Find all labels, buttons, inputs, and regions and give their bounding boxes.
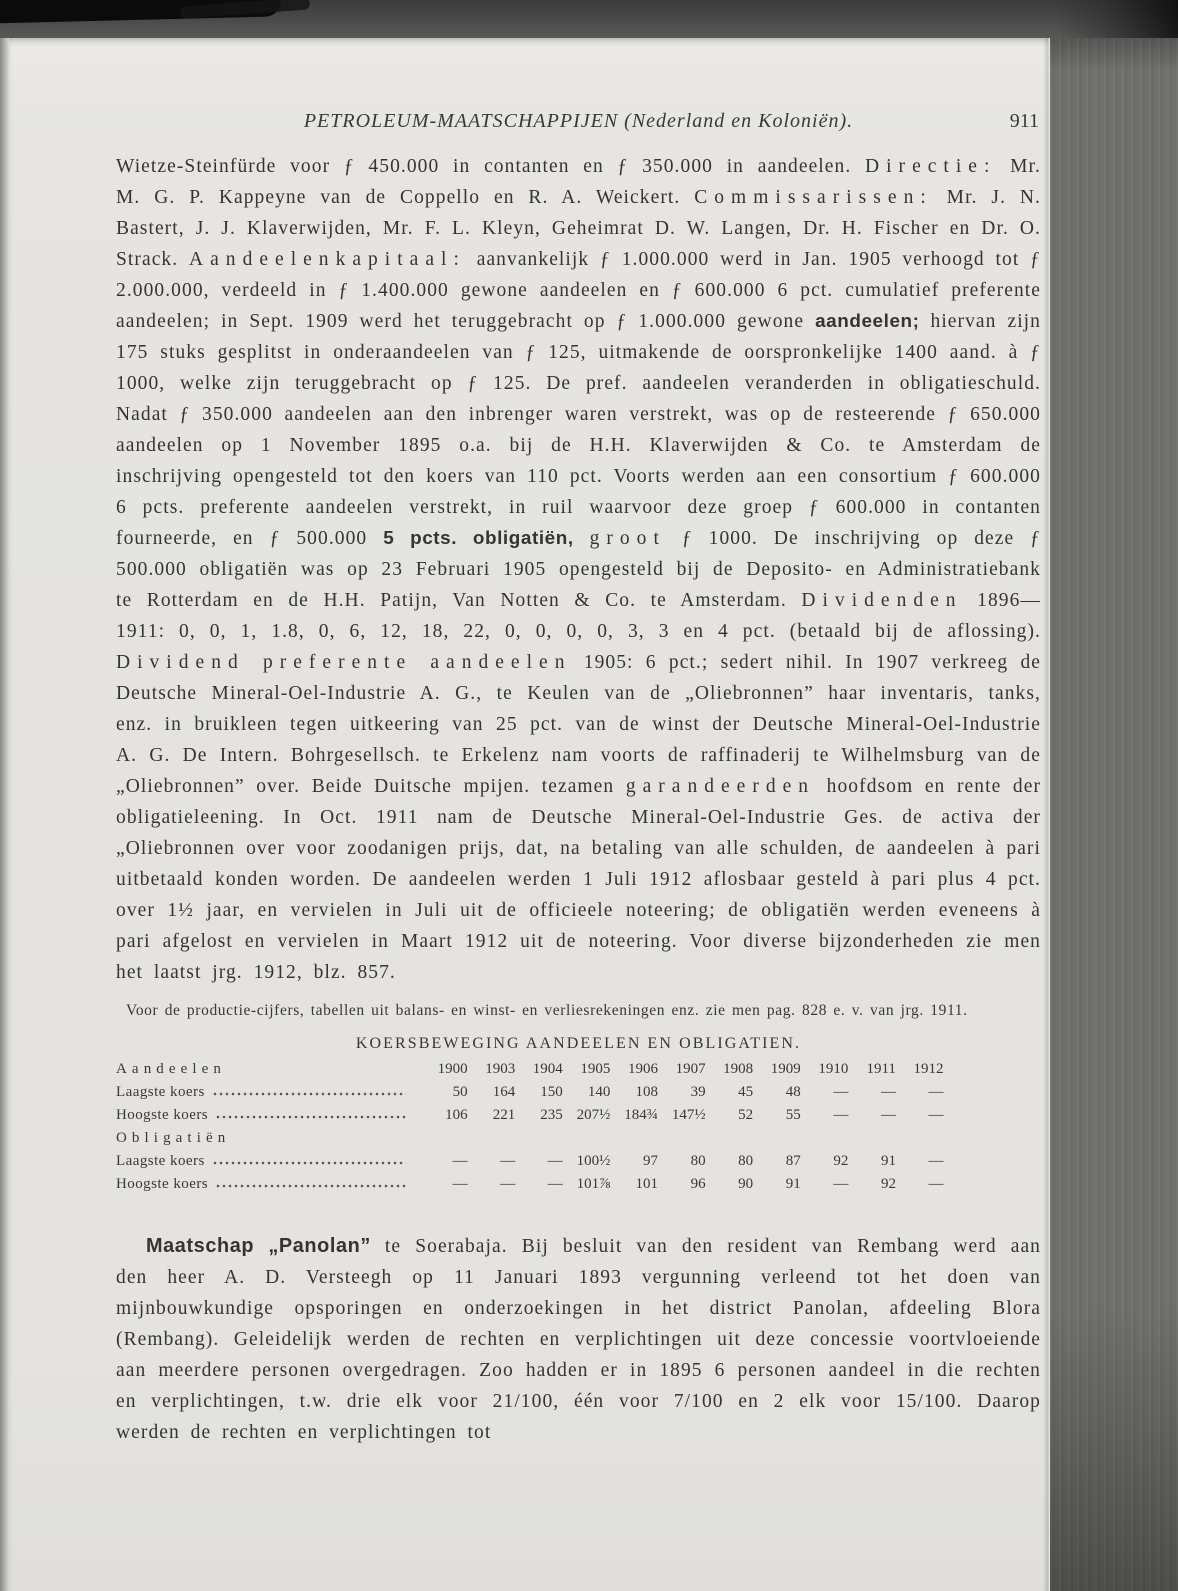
dot-leader bbox=[216, 1109, 406, 1121]
table-cell: 48 bbox=[785, 1084, 801, 1100]
table-cell: 55 bbox=[785, 1107, 801, 1123]
page-left-edge bbox=[0, 30, 9, 1591]
row-label: Laagste koers bbox=[116, 1153, 205, 1169]
table-row bbox=[116, 1153, 1041, 1176]
table-cell: — bbox=[452, 1176, 468, 1192]
table-cell: 235 bbox=[540, 1107, 563, 1123]
table-cell: 1908 bbox=[723, 1061, 754, 1077]
dot-leader bbox=[213, 1155, 406, 1167]
table-cell: 45 bbox=[738, 1084, 754, 1100]
row-label: Hoogste koers bbox=[116, 1107, 209, 1123]
dot-leader bbox=[213, 1086, 406, 1098]
table-cell: 1909 bbox=[770, 1061, 801, 1077]
row-label: Laagste koers bbox=[116, 1084, 205, 1100]
leader-spacer bbox=[234, 1063, 406, 1075]
scan-corner-shadow bbox=[1028, 0, 1178, 38]
table-cell: 52 bbox=[738, 1107, 754, 1123]
text-segment-spaced: Commissarissen: bbox=[694, 187, 933, 208]
row-label: Hoogste koers bbox=[116, 1176, 209, 1192]
dot-leader bbox=[216, 1178, 406, 1190]
table-cell: — bbox=[880, 1107, 896, 1123]
text-segment-spaced: Directie: bbox=[865, 156, 997, 177]
text-segment-normal: hoofdsom en rente der obligatieleening. In Oct. 1911 nam de Deutsche Mineral-Oel-Industrie Ges. de activa der „Oliebronnen over voor zoodanigen prijs, dat, na betaling van alle schulden, de aandeelen à pari uitbetaald konden worden. De aandeelen werden 1 Juli 1912 aflosbaar gesteld à pari plus 4 pct. over 1½ jaar, en vervielen in Juli uit de officieele noteering; de obligatiën werden eveneens à pari afgelost en vervielen in Maart 1912 uit de noteering. Voor diverse bijzonderheden zie men het laatst jrg. 1912, blz. 857. bbox=[116, 776, 1042, 983]
table-cell: — bbox=[928, 1153, 944, 1169]
table-cell: 92 bbox=[880, 1176, 896, 1192]
table-row bbox=[116, 1084, 1041, 1107]
table-cell: — bbox=[928, 1176, 944, 1192]
table-cell: 80 bbox=[738, 1153, 754, 1169]
table-cell: 101⅞ bbox=[576, 1176, 611, 1192]
table-cell: 221 bbox=[492, 1107, 516, 1123]
text-segment-normal: Mr. J. N. Bastert, J. J. Klaverwijden, Mr. F. L. Kleyn, Geheimrat D. W. Langen, Dr. H. Fischer en Dr. O. Strack. bbox=[116, 187, 1041, 270]
text-segment-bold: Maatschap „Panolan” bbox=[146, 1235, 371, 1257]
text-segment-normal: hiervan zijn 175 stuks gesplitst in onderaandeelen van ƒ 125, uitmakende de oorspronkelijke 1400 aand. à ƒ 1000, welke zijn teruggebracht op ƒ 125. De pref. aandeelen veranderden in obligatieschuld. Nadat ƒ 350.000 aandeelen aan den inbrenger waren verstrekt, was op de resteerende ƒ 650.000 aandeelen op 1 November 1895 o.a. bij de H.H. Klaverwijden & Co. te Amsterdam de inschrijving opengesteld tot den koers van 110 pct. Voorts werden aan een consortium ƒ 600.000 6 pcts. preferente aandeelen verstrekt, in ruil waarvoor deze groep ƒ 600.000 in contanten fourneerde, en ƒ 500.000 bbox=[116, 311, 1041, 549]
page-content bbox=[116, 36, 1041, 1448]
table-cell: 1903 bbox=[485, 1061, 516, 1077]
table-cell: — bbox=[452, 1153, 468, 1169]
table-cell: 108 bbox=[635, 1084, 658, 1100]
text-segment-spaced: Dividenden bbox=[801, 590, 963, 611]
table-cell: 87 bbox=[785, 1153, 801, 1169]
table-cell: — bbox=[500, 1176, 516, 1192]
running-head bbox=[116, 36, 1041, 133]
table-cell: 92 bbox=[833, 1153, 849, 1169]
book-page-edge-shadow bbox=[1050, 0, 1178, 1591]
table-cell: 1906 bbox=[627, 1061, 658, 1077]
page-edge-shade bbox=[1050, 0, 1178, 1591]
table-cell: — bbox=[928, 1107, 944, 1123]
table-cell: 50 bbox=[452, 1084, 468, 1100]
table-cell: 91 bbox=[785, 1176, 801, 1192]
table-cell: 1904 bbox=[532, 1061, 563, 1077]
text-segment-normal bbox=[574, 528, 590, 549]
text-segment-normal: 1905: 6 pct.; sedert nihil. In 1907 verkreeg de Deutsche Mineral-Oel-Industrie A. G., te Keulen van de „Oliebronnen” haar inventaris, tanks, enz. in bruikleen tegen uitkeering van 25 pct. van de winst der Deutsche Mineral-Oel-Industrie A. G. De Intern. Bohrgesellsch. te Erkelenz nam voorts de raffinaderij te Wilhelmsburg van de „Oliebronnen” over. Beide Duitsche mpijen. tezamen bbox=[116, 652, 1041, 797]
row-label: Obligatiën bbox=[116, 1130, 231, 1146]
koersbeweging-table bbox=[116, 1035, 1041, 1199]
table-title: KOERSBEWEGING AANDEELEN EN OBLIGATIEN. bbox=[355, 1035, 802, 1052]
running-title: PETROLEUM-MAATSCHAPPIJEN (Nederland en Koloniën). bbox=[303, 110, 854, 132]
table-cell: 106 bbox=[445, 1107, 468, 1123]
table-cell: — bbox=[500, 1153, 516, 1169]
footnote: Voor de productie-cijfers, tabellen uit balans- en winst- en verliesrekeningen enz. zie men pag. 828 e. v. van jrg. 1911. bbox=[126, 1002, 968, 1019]
text-segment-normal: 1896—1911: 0, 0, 1, 1.8, 0, 6, 12, 18, 22, 0, 0, 0, 0, 3, 3 en 4 pct. (betaald bij de aflossing). bbox=[116, 590, 1041, 642]
table-row bbox=[116, 1130, 1041, 1153]
row-label-box bbox=[116, 1107, 420, 1124]
page-number: 911 bbox=[1009, 110, 1039, 132]
text-segment-spaced: garandeerden bbox=[625, 776, 816, 797]
text-segment-normal: te Soerabaja. Bij besluit van den resident van Rembang werd aan den heer A. D. Versteegh op 11 Januari 1893 vergunning verleend tot het doen van mijnbouwkundige opsporingen en onderzoekingen in het district Panolan, afdeeling Blora (Rembang). Geleidelijk werden de rechten en verplichtingen uit deze concessie voortvloeiende aan meerdere personen overgedragen. Zoo hadden er in 1895 6 personen aandeel in die rechten en verplichtingen, t.w. drie elk voor 21/100, één voor 7/100 en 2 elk voor 15/100. Daarop werden de rechten en verplichtingen tot bbox=[116, 1236, 1041, 1443]
table-cell: — bbox=[833, 1107, 849, 1123]
main-paragraph bbox=[116, 151, 1041, 988]
row-label-box bbox=[116, 1153, 420, 1170]
text-segment-normal: Mr. M. G. P. Kappeyne van de Coppello en R. A. Weickert. bbox=[116, 156, 1041, 208]
row-label-box bbox=[116, 1084, 420, 1101]
table-cell: 100½ bbox=[576, 1153, 611, 1169]
row-label: Aandeelen bbox=[116, 1061, 227, 1077]
table-cell: 147½ bbox=[671, 1107, 706, 1123]
row-label-box bbox=[116, 1061, 420, 1078]
table-cell: — bbox=[880, 1084, 896, 1100]
table-rows bbox=[116, 1061, 1041, 1199]
table-cell: 96 bbox=[690, 1176, 706, 1192]
text-segment-bold: aandeelen; bbox=[815, 311, 920, 332]
text-segment-normal: aanvankelijk ƒ 1.000.000 werd in Jan. 1905 verhoogd tot ƒ 2.000.000, verdeeld in ƒ 1.400.000 gewone aandeelen en ƒ 600.000 6 pct. cumulatief preferente aandeelen; in Sept. 1909 werd het teruggebracht op ƒ 1.000.000 gewone bbox=[116, 249, 1041, 332]
table-row bbox=[116, 1107, 1041, 1130]
text-segment-spaced: groot bbox=[589, 528, 666, 549]
table-cell: 150 bbox=[540, 1084, 563, 1100]
table-cell: 39 bbox=[690, 1084, 706, 1100]
paper-page bbox=[9, 36, 1050, 1591]
row-label-box bbox=[116, 1176, 420, 1193]
table-cell: 1905 bbox=[580, 1061, 611, 1077]
text-segment-normal: ƒ 1000. De inschrijving op deze ƒ 500.000 obligatiën was op 23 Februari 1905 opengesteld bij de Deposito- en Administratiebank te Rotterdam en de H.H. Patijn, Van Notten & Co. te Amsterdam. bbox=[116, 528, 1041, 611]
table-cell: 90 bbox=[738, 1176, 754, 1192]
text-segment-spaced: Dividend preferente aandeelen bbox=[116, 652, 572, 673]
table-cell: 80 bbox=[690, 1153, 706, 1169]
table-cell: 207½ bbox=[576, 1107, 611, 1123]
table-cell: — bbox=[928, 1084, 944, 1100]
table-cell: — bbox=[547, 1153, 563, 1169]
table-cell: 1907 bbox=[675, 1061, 706, 1077]
table-cell: — bbox=[833, 1084, 849, 1100]
panolan-paragraph bbox=[116, 1231, 1041, 1448]
table-cell: 1911 bbox=[866, 1061, 896, 1077]
table-cell: — bbox=[547, 1176, 563, 1192]
table-cell: 1912 bbox=[913, 1061, 944, 1077]
table-cell: 97 bbox=[642, 1153, 658, 1169]
scanner-background bbox=[0, 0, 1178, 38]
table-cell: 184¾ bbox=[624, 1107, 658, 1123]
table-cell: 1910 bbox=[818, 1061, 849, 1077]
table-row bbox=[116, 1061, 1041, 1084]
table-cell: 1900 bbox=[437, 1061, 468, 1077]
text-segment-bold: 5 pcts. obligatiën, bbox=[383, 528, 574, 549]
table-cell: 101 bbox=[635, 1176, 658, 1192]
text-segment-normal: Wietze-Steinfürde voor ƒ 450.000 in contanten en ƒ 350.000 in aandeelen. bbox=[116, 156, 866, 177]
leader-spacer bbox=[238, 1132, 406, 1144]
table-cell: 140 bbox=[587, 1084, 611, 1100]
table-cell: 164 bbox=[492, 1084, 516, 1100]
table-cell: — bbox=[833, 1176, 849, 1192]
table-cell: 91 bbox=[880, 1153, 896, 1169]
text-segment-spaced: Aandeelenkapitaal: bbox=[189, 249, 466, 270]
row-label-box bbox=[116, 1130, 420, 1147]
table-row bbox=[116, 1176, 1041, 1199]
